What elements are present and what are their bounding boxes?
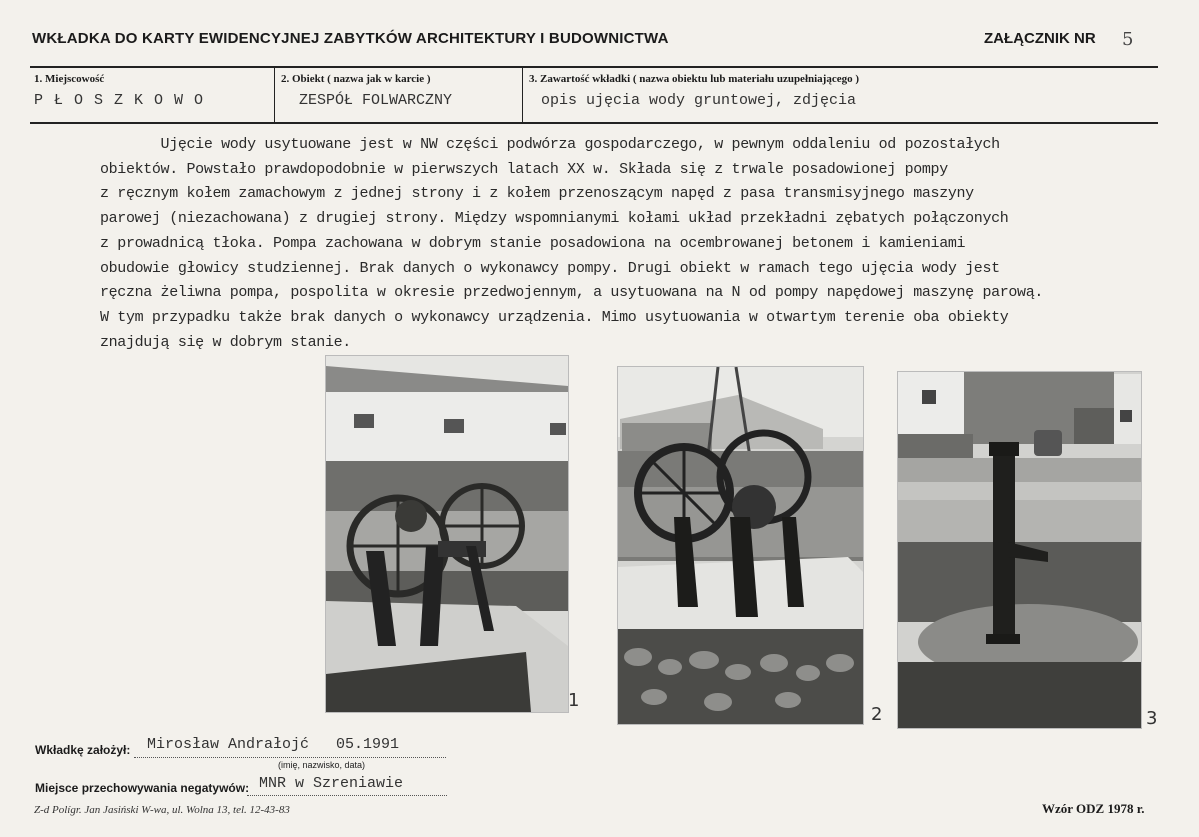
storage-label: Miejsce przechowywania negatywów: [35, 781, 250, 795]
description-line: ręczna żeliwna pompa, pospolita w okresie przedwojennym, a usytuowana na N od pompy napędowej maszynę parową. [100, 284, 1044, 302]
field-divider-1 [274, 67, 275, 123]
description-text [100, 133, 1195, 355]
field-divider-2 [522, 67, 523, 123]
photo-1-number: 1 [568, 690, 580, 711]
description-line: z prowadnicą tłoka. Pompa zachowana w dobrym stanie posadowiona na ocembrowanej betonem i kamieniami [100, 234, 966, 252]
description-line: obiektów. Powstało prawdopodobnie w pierwszych latach XX w. Składa się z trwale posadowionej pompy [100, 160, 948, 178]
photo-1-image [326, 356, 568, 712]
object-label: 2. Obiekt ( nazwa jak w karcie ) [281, 73, 431, 85]
annex-label: ZAŁĄCZNIK NR [984, 30, 1096, 47]
locality-value: P Ł O S Z K O W O [34, 92, 205, 109]
description-line: obudowie głowicy studziennej. Brak danych o wykonawcy pompy. Drugi obiekt w ramach tego ujęcia wody jest [100, 259, 1000, 277]
locality-label: 1. Miejscowość [34, 73, 105, 85]
storage-line [247, 795, 447, 796]
author-hint: (imię, nazwisko, data) [278, 760, 366, 770]
printer-imprint: Z-d Polígr. Jan Jasiński W-wa, ul. Wolna 13, tel. 12-43-83 [34, 804, 290, 816]
contents-label: 3. Zawartość wkładki ( nazwa obiektu lub materiału uzupełniającego ) [529, 73, 860, 85]
author-value: Mirosław Andrałojć 05.1991 [147, 736, 400, 753]
photo-3-image [898, 372, 1141, 728]
description-line: z ręcznym kołem zamachowym z jednej strony i z kołem przenoszącym napęd z pasa transmisyjnego maszyny [100, 185, 974, 203]
author-label: Wkładkę założył: [35, 743, 131, 757]
header-rule-top [30, 66, 1158, 68]
author-line [134, 757, 446, 758]
photo-2-number: 2 [871, 704, 883, 725]
photo-2 [617, 366, 864, 725]
photo-3 [897, 371, 1142, 729]
storage-value: MNR w Szreniawie [259, 775, 404, 792]
photo-2-image [618, 367, 863, 724]
header-rule-bottom [30, 122, 1158, 124]
description-line: znajdują się w dobrym stanie. [100, 333, 351, 351]
description-line: parowej (niezachowana) z drugiej strony. Między wspomnianymi kołami układ przekładni zębatych połączonych [100, 210, 1009, 228]
form-code: Wzór ODZ 1978 r. [1042, 801, 1145, 816]
form-title: WKŁADKA DO KARTY EWIDENCYJNEJ ZABYTKÓW ARCHITEKTURY I BUDOWNICTWA [32, 30, 669, 47]
contents-value: opis ujęcia wody gruntowej, zdjęcia [541, 92, 857, 109]
description-line: W tym przypadku także brak danych o wykonawcy urządzenia. Mimo usytuowania w otwartym terenie oba obiekty [100, 308, 1009, 326]
description-line: Ujęcie wody usytuowane jest w NW części podwórza gospodarczego, w pewnym oddaleniu od pozostałych [100, 136, 1000, 153]
annex-number: 5 [1122, 29, 1134, 50]
photo-1 [325, 355, 569, 713]
object-value: ZESPÓŁ FOLWARCZNY [299, 92, 453, 109]
photo-3-number: 3 [1146, 708, 1158, 729]
